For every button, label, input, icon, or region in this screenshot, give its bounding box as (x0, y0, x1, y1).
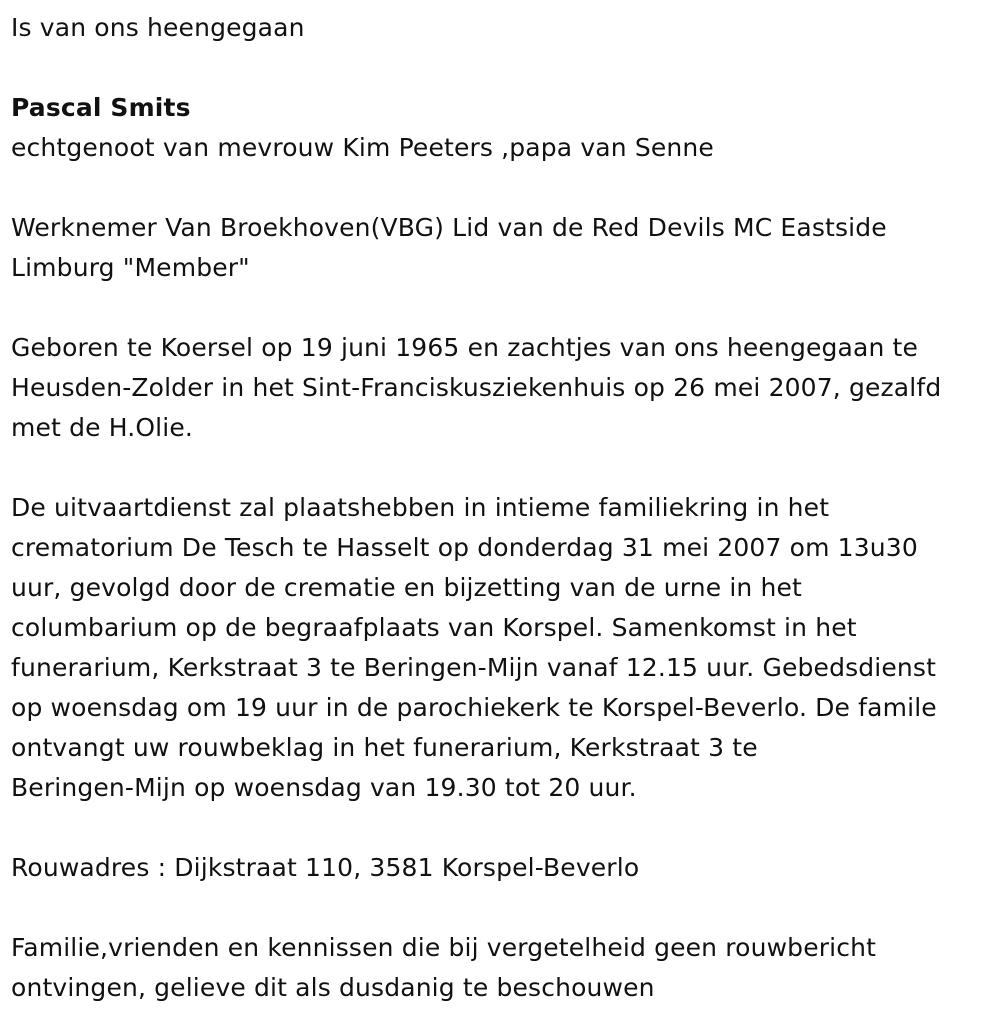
spacer (11, 288, 1000, 328)
spacer (11, 48, 1000, 88)
spacer (11, 448, 1000, 488)
funeral-line: columbarium op de begraafplaats van Korspel. Samenkomst in het (11, 613, 857, 642)
funeral-line: uur, gevolgd door de crematie en bijzetting van de urne in het (11, 573, 802, 602)
funeral-line: Beringen-Mijn op woensdag van 19.30 tot 20 uur. (11, 773, 637, 802)
birth-death-line: Heusden-Zolder in het Sint-Franciskusziekenhuis op 26 mei 2007, gezalfd (11, 373, 942, 402)
closing-line: ontvingen, gelieve dit als dusdanig te beschouwen (11, 973, 655, 1002)
funeral-line: funerarium, Kerkstraat 3 te Beringen-Mijn vanaf 12.15 uur. Gebedsdienst (11, 653, 937, 682)
funeral-line: De uitvaartdienst zal plaatshebben in intieme familiekring in het (11, 493, 830, 522)
relation-text: echtgenoot van mevrouw Kim Peeters ,papa van Senne (11, 133, 714, 162)
spacer (11, 888, 1000, 928)
spacer (11, 168, 1000, 208)
occupation-line: Werknemer Van Broekhoven(VBG) Lid van de Red Devils MC Eastside (11, 213, 887, 242)
intro-text: Is van ons heengegaan (11, 13, 305, 42)
deceased-name: Pascal Smits (11, 93, 191, 122)
address-text: Rouwadres : Dijkstraat 110, 3581 Korspel-Beverlo (11, 853, 640, 882)
closing-line: Familie,vrienden en kennissen die bij vergetelheid geen rouwbericht (11, 933, 877, 962)
spacer (11, 808, 1000, 848)
funeral-line: crematorium De Tesch te Hasselt op donderdag 31 mei 2007 om 13u30 (11, 533, 918, 562)
birth-death-line: met de H.Olie. (11, 413, 193, 442)
birth-death-line: Geboren te Koersel op 19 juni 1965 en zachtjes van ons heengegaan te (11, 333, 919, 362)
occupation-line: Limburg "Member" (11, 253, 250, 282)
funeral-line: op woensdag om 19 uur in de parochiekerk te Korspel-Beverlo. De famile (11, 693, 937, 722)
funeral-line: ontvangt uw rouwbeklag in het funerarium, Kerkstraat 3 te (11, 733, 758, 762)
